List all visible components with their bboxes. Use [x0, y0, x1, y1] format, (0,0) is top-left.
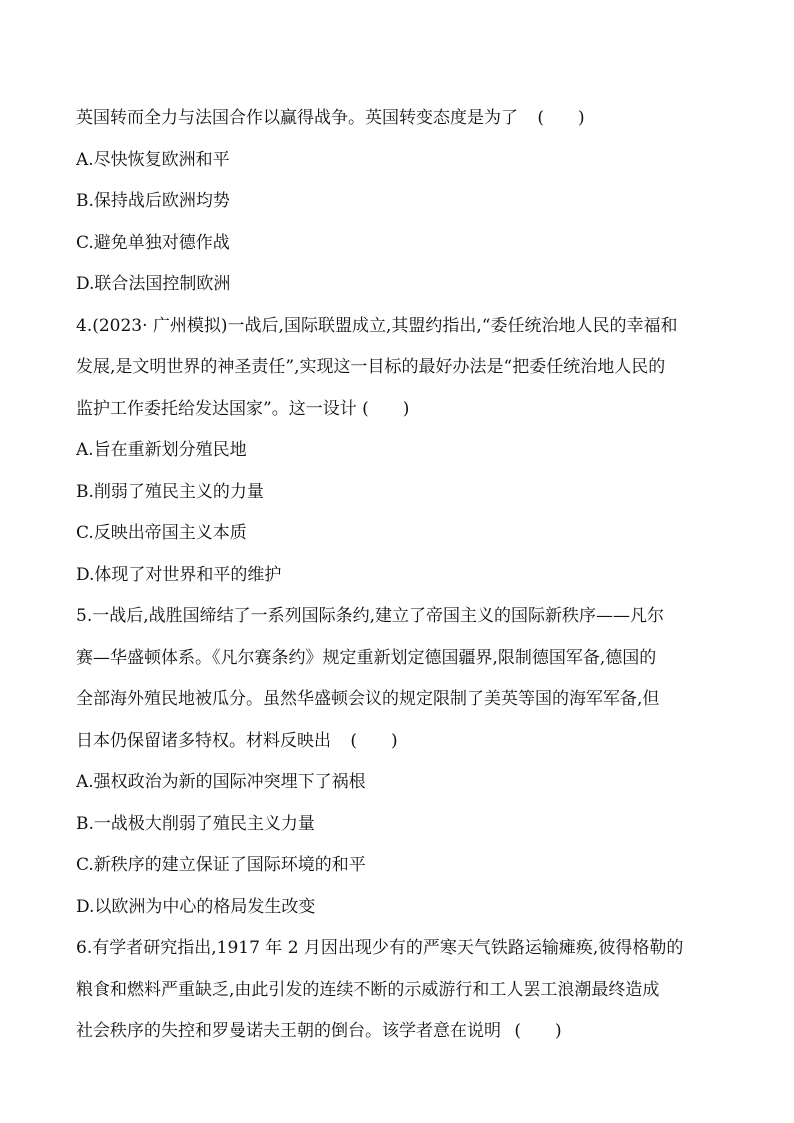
q4-stem-line-1: 4.(2023· 广州模拟)一战后,国际联盟成立,其盟约指出,“委任统治地人民的幸福和 — [76, 315, 678, 336]
q3-stem-text: 英国转而全力与法国合作以赢得战争。英国转变态度是为了 — [76, 108, 518, 128]
q5-answer-blank: ( ) — [350, 730, 398, 751]
q5-option-a: A.强权政治为新的国际冲突埋下了祸根 — [76, 772, 366, 792]
q5-stem-line-4 — [76, 721, 720, 763]
q3-option-a: A.尽快恢复欧洲和平 — [76, 149, 230, 170]
q6-stem-line-1: 6.有学者研究指出,1917 年 2 月因出现少有的严寒天气铁路运输瘫痪,彼得格勒的 — [76, 938, 684, 958]
q5-option-c: C.新秩序的建立保证了国际环境的和平 — [76, 855, 366, 875]
q4-option-c: C.反映出帝国主义本质 — [76, 523, 247, 543]
q4-option-b: B.削弱了殖民主义的力量 — [76, 481, 264, 502]
q6-answer-blank: ( ) — [514, 1021, 562, 1041]
q3-answer-blank: ( ) — [537, 108, 585, 128]
q5-stem-line-3: 全部海外殖民地被瓜分。虽然华盛顿会议的规定限制了美英等国的海军军备,但 — [76, 689, 660, 709]
q4-option-a: A.旨在重新划分殖民地 — [76, 440, 247, 460]
q4-stem-line-3 — [76, 389, 720, 431]
q3-option-b: B.保持战后欧洲均势 — [76, 191, 230, 211]
q4-answer-blank: ( ) — [362, 398, 410, 419]
q6-stem-line-3 — [76, 1011, 720, 1053]
q6-stem-line-2: 粮食和燃料严重缺乏,由此引发的连续不断的示威游行和工人罢工浪潮最终造成 — [76, 979, 660, 1000]
q3-option-c: C.避免单独对德作战 — [76, 232, 230, 253]
q3-option-d: D.联合法国控制欧洲 — [76, 274, 231, 294]
q5-option-b: B.一战极大削弱了殖民主义力量 — [76, 813, 315, 834]
q6-stem-text: 社会秩序的失控和罗曼诺夫王朝的倒台。该学者意在说明 — [76, 1021, 501, 1041]
q5-stem-text: 日本仍保留诸多特权。材料反映出 — [76, 730, 331, 751]
q5-stem-line-2: 赛—华盛顿体系。《凡尔赛条约》规定重新划定德国疆界,限制德国军备,德国的 — [76, 647, 657, 668]
q4-stem-line-2: 发展,是文明世界的神圣责任”,实现这一目标的最好办法是“把委任统治地人民的 — [76, 357, 666, 377]
q5-stem-line-1: 5.一战后,战胜国缔结了一系列国际条约,建立了帝国主义的国际新秩序——凡尔 — [76, 606, 665, 626]
question-content — [76, 98, 720, 1053]
q5-option-d: D.以欧洲为中心的格局发生改变 — [76, 896, 316, 917]
q4-option-d: D.体现了对世界和平的维护 — [76, 564, 282, 585]
q3-stem-line — [76, 98, 720, 140]
q4-stem-text: 监护工作委托给发达国家”。这一设计 — [76, 398, 357, 419]
